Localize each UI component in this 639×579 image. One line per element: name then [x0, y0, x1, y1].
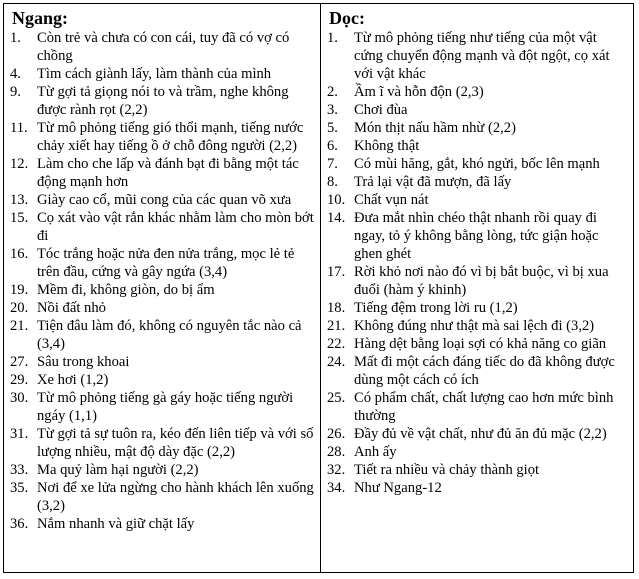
clue-number: 3. [327, 102, 338, 118]
clue-text: Từ mô phỏng tiếng gió thổi mạnh, tiếng nước chảy xiết hay tiếng ồ ở chỗ đông người (2,2) [37, 120, 304, 154]
clue-text: Từ gợi tả giọng nói to và trầm, nghe không được rành rọt (2,2) [37, 84, 289, 118]
clue-text: Chơi đùa [354, 102, 408, 118]
clue-text: Có mùi hăng, gắt, khó ngửi, bốc lên mạnh [354, 156, 600, 172]
across-clues-column [4, 4, 321, 572]
clue-item [10, 65, 314, 83]
clue-item [327, 209, 627, 263]
clue-text: Nắm nhanh và giữ chặt lấy [37, 516, 195, 532]
clue-item [327, 389, 627, 425]
clue-text: Mềm đi, không giòn, do bị ẩm [37, 282, 215, 298]
clue-text: Không thật [354, 138, 420, 154]
clue-item [10, 425, 314, 461]
clue-number: 24. [327, 354, 346, 370]
clue-number: 16. [10, 246, 29, 262]
clue-number: 11. [10, 120, 28, 136]
clue-text: Cọ xát vào vật rắn khác nhằm làm cho mòn bớt đi [37, 210, 314, 244]
clue-text: Mất đi một cách đáng tiếc do đã không được dùng một cách có ích [354, 354, 615, 388]
clue-number: 13. [10, 192, 29, 208]
clue-text: Tóc trắng hoặc nửa đen nửa trắng, mọc lẻ tẻ trên đầu, cứng và gây ngứa (3,4) [37, 246, 295, 280]
clue-item [327, 119, 627, 137]
clue-number: 18. [327, 300, 346, 316]
clue-item [327, 29, 627, 83]
clue-number: 6. [327, 138, 338, 154]
clue-number: 33. [10, 462, 29, 478]
clue-item [327, 173, 627, 191]
clue-text: Nồi đất nhỏ [37, 300, 106, 316]
clue-text: Có phẩm chất, chất lượng cao hơn mức bình thường [354, 390, 614, 424]
clue-item [327, 335, 627, 353]
clue-text: Còn trẻ và chưa có con cái, tuy đã có vợ có chồng [37, 30, 290, 64]
clue-number: 21. [327, 318, 346, 334]
clue-item [10, 155, 314, 191]
clue-number: 27. [10, 354, 29, 370]
clue-number: 15. [10, 210, 29, 226]
clue-number: 2. [327, 84, 338, 100]
clue-item [10, 317, 314, 353]
clue-item [327, 191, 627, 209]
clue-text: Không đúng như thật mà sai lệch đi (3,2) [354, 318, 595, 334]
clue-number: 22. [327, 336, 346, 352]
clue-number: 34. [327, 480, 346, 496]
clue-number: 28. [327, 444, 346, 460]
clue-number: 1. [10, 30, 21, 46]
clue-item [327, 443, 627, 461]
clue-text: Sâu trong khoai [37, 354, 130, 370]
clue-item [10, 281, 314, 299]
clue-text: Ma quỷ làm hại người (2,2) [37, 462, 199, 478]
clue-number: 29. [10, 372, 29, 388]
clue-number: 32. [327, 462, 346, 478]
clue-text: Nơi để xe lửa ngừng cho hành khách lên xuống (3,2) [37, 480, 314, 514]
clue-item [327, 479, 627, 497]
clue-item [10, 245, 314, 281]
clue-number: 17. [327, 264, 346, 280]
clue-text: Từ gợi tả sự tuôn ra, kéo đến liên tiếp và với số lượng nhiều, mật độ dày đặc (2,2) [37, 426, 314, 460]
clue-item [327, 101, 627, 119]
clue-text: Hàng dệt bằng loại sợi có khả năng co giãn [354, 336, 607, 352]
clue-item [10, 353, 314, 371]
clue-text: Tiết ra nhiều và chảy thành giọt [354, 462, 540, 478]
clue-item [10, 515, 314, 533]
clue-text: Trả lại vật đã mượn, đã lấy [354, 174, 512, 190]
clue-text: Tiếng đệm trong lời ru (1,2) [354, 300, 518, 316]
clue-text: Từ mô phỏng tiếng như tiếng của một vật cứng chuyển động mạnh và đột ngột, cọ xát với vật khác [354, 30, 610, 82]
clue-item [327, 155, 627, 173]
clue-item [10, 119, 314, 155]
clue-number: 7. [327, 156, 338, 172]
clue-text: Làm cho che lấp và đánh bạt đi bằng một tác động mạnh hơn [37, 156, 299, 190]
clue-number: 31. [10, 426, 29, 442]
clue-item [327, 137, 627, 155]
clue-number: 10. [327, 192, 346, 208]
across-clue-list [10, 29, 314, 533]
clue-text: Ầm ĩ và hỗn độn (2,3) [354, 84, 484, 100]
clue-number: 1. [327, 30, 338, 46]
clue-text: Rời khỏ nơi nào đó vì bị bắt buộc, vì bị xua đuổi (hàm ý khinh) [354, 264, 609, 298]
clue-item [10, 371, 314, 389]
clue-item [10, 479, 314, 515]
clue-item [10, 209, 314, 245]
clue-item [327, 263, 627, 299]
clue-text: Chất vụn nát [354, 192, 429, 208]
clue-number: 35. [10, 480, 29, 496]
clue-item [10, 29, 314, 65]
clue-item [327, 425, 627, 443]
down-clues-column [321, 4, 633, 572]
clue-item [327, 317, 627, 335]
down-heading: Dọc: [329, 8, 365, 28]
clue-item [327, 353, 627, 389]
clue-number: 12. [10, 156, 29, 172]
clue-item [10, 299, 314, 317]
clue-number: 9. [10, 84, 21, 100]
clue-number: 25. [327, 390, 346, 406]
clue-number: 14. [327, 210, 346, 226]
clue-number: 30. [10, 390, 29, 406]
clue-number: 26. [327, 426, 346, 442]
clue-item [10, 83, 314, 119]
clue-text: Tìm cách giành lấy, làm thành của mình [37, 66, 272, 82]
clue-number: 21. [10, 318, 29, 334]
clue-text: Anh ấy [354, 444, 397, 460]
clue-number: 20. [10, 300, 29, 316]
clue-number: 19. [10, 282, 29, 298]
clue-item [10, 191, 314, 209]
crossword-clues-table [3, 3, 634, 573]
clue-text: Từ mô phỏng tiếng gà gáy hoặc tiếng người ngáy (1,1) [37, 390, 294, 424]
across-heading: Ngang: [12, 8, 69, 28]
clue-item [327, 461, 627, 479]
clue-text: Xe hơi (1,2) [37, 372, 109, 388]
clue-number: 8. [327, 174, 338, 190]
clue-item [10, 389, 314, 425]
clue-number: 36. [10, 516, 29, 532]
clue-text: Đầy đủ về vật chất, như đủ ăn đủ mặc (2,2) [354, 426, 607, 442]
clue-item [327, 299, 627, 317]
clue-text: Giày cao cổ, mũi cong của các quan võ xưa [37, 192, 292, 208]
clue-text: Món thịt nấu hầm nhừ (2,2) [354, 120, 516, 136]
clue-text: Đưa mắt nhìn chéo thật nhanh rồi quay đi ngay, tỏ ý không bằng lòng, tức giận hoặc ghen ghét [354, 210, 599, 262]
down-clue-list [327, 29, 627, 497]
clue-item [10, 461, 314, 479]
clue-number: 4. [10, 66, 21, 82]
clue-text: Tiện đâu làm đó, không có nguyên tắc nào cả (3,4) [37, 318, 302, 352]
clue-number: 5. [327, 120, 338, 136]
clue-item [327, 83, 627, 101]
clue-text: Như Ngang-12 [354, 480, 442, 496]
